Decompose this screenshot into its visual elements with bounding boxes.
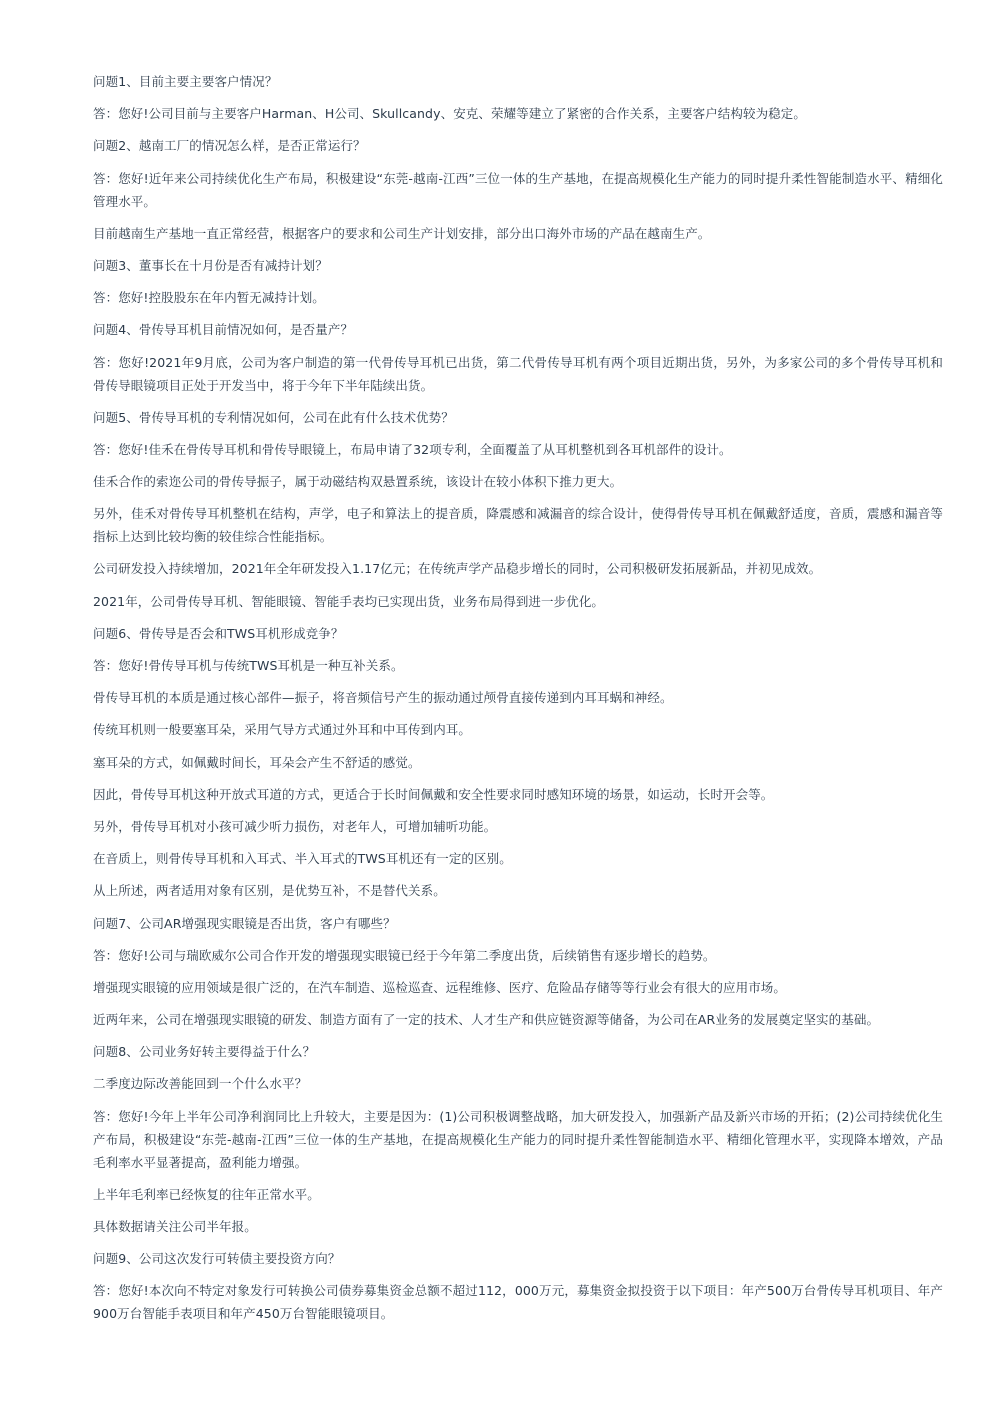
answer-2-part-2: 目前越南生产基地一直正常经营，根据客户的要求和公司生产计划安排，部分出口海外市场的产品在越南生产。	[93, 225, 711, 241]
answer-6-part-7: 在音质上，则骨传导耳机和入耳式、半入耳式的TWS耳机还有一定的区别。	[93, 851, 512, 867]
answer-6-part-3: 传统耳机则一般要塞耳朵，采用气导方式通过外耳和中耳传到内耳。	[93, 722, 472, 738]
answer-9: 答：您好!本次向不特定对象发行可转换公司债券募集资金总额不超过112，000万元，募集资金拟投资于以下项目：年产500万台骨传导耳机项目、年产900万台智能手表项目和年产450万台智能眼镜项目。	[93, 1283, 943, 1322]
answer-5-part-4: 公司研发投入持续增加，2021年全年研发投入1.17亿元；在传统声学产品稳步增长的同时，公司积极研发拓展新品，并初见成效。	[93, 561, 822, 577]
answer-6-part-2: 骨传导耳机的本质是通过核心部件—振子，将音频信号产生的振动通过颅骨直接传递到内耳耳蜗和神经。	[93, 690, 673, 706]
question-9: 问题9、公司这次发行可转债主要投资方向？	[93, 1251, 341, 1267]
question-8-part-2: 二季度边际改善能回到一个什么水平？	[93, 1076, 308, 1092]
document-body	[93, 70, 943, 1335]
question-4: 问题4、骨传导耳机目前情况如何，是否量产？	[93, 322, 354, 338]
question-8: 问题8、公司业务好转主要得益于什么？	[93, 1044, 316, 1060]
question-7: 问题7、公司AR增强现实眼镜是否出货，客户有哪些？	[93, 915, 396, 931]
answer-2-part-1: 答：您好!近年来公司持续优化生产布局，积极建设“东莞-越南-江西”三位一体的生产基地，在提高规模化生产能力的同时提升柔性智能制造水平、精细化管理水平。	[93, 170, 943, 209]
answer-6-part-8: 从上所述，两者适用对象有区别，是优势互补，不是替代关系。	[93, 883, 446, 899]
answer-8-part-3: 具体数据请关注公司半年报。	[93, 1219, 257, 1234]
question-5: 问题5、骨传导耳机的专利情况如何，公司在此有什么技术优势？	[93, 409, 454, 425]
answer-8-part-1: 答：您好!今年上半年公司净利润同比上升较大，主要是因为：(1)公司积极调整战略，加大研发投入，加强新产品及新兴市场的开拓；(2)公司持续优化生产布局，积极建设“东莞-越南-江西”三位一体的生产基地，在提高规模化生产能力的同时提升柔性智能制造水平、精细化管理水平，实现降本增效，产品毛利率水平显著提高，盈利能力增强。	[93, 1108, 943, 1170]
answer-7-part-3: 近两年来，公司在增强现实眼镜的研发、制造方面有了一定的技术、人才生产和供应链资源等储备，为公司在AR业务的发展奠定坚实的基础。	[93, 1012, 880, 1028]
answer-3: 答：您好!控股股东在年内暂无减持计划。	[93, 290, 325, 306]
answer-5-part-2: 佳禾合作的索迩公司的骨传导振子，属于动磁结构双悬置系统，该设计在较小体积下推力更大。	[93, 474, 623, 490]
answer-5-part-1: 答：您好!佳禾在骨传导耳机和骨传导眼镜上，布局申请了32项专利，全面覆盖了从耳机整机到各耳机部件的设计。	[93, 441, 732, 457]
question-1: 问题1、目前主要主要客户情况？	[93, 74, 278, 89]
answer-1: 答：您好!公司目前与主要客户Harman、H公司、Skullcandy、安克、荣耀等建立了紧密的合作关系，主要客户结构较为稳定。	[93, 106, 806, 122]
answer-6-part-5: 因此，骨传导耳机这种开放式耳道的方式，更适合于长时间佩戴和安全性要求同时感知环境的场景，如运动，长时开会等。	[93, 786, 774, 802]
question-3: 问题3、董事长在十月份是否有减持计划？	[93, 257, 328, 273]
answer-7-part-2: 增强现实眼镜的应用领域是很广泛的，在汽车制造、巡检巡查、远程维修、医疗、危险品存储等等行业会有很大的应用市场。	[93, 979, 787, 995]
answer-7-part-1: 答：您好!公司与瑞欧威尔公司合作开发的增强现实眼镜已经于今年第二季度出货，后续销售有逐步增长的趋势。	[93, 947, 716, 963]
answer-5-part-5: 2021年，公司骨传导耳机、智能眼镜、智能手表均已实现出货，业务布局得到进一步优化。	[93, 593, 605, 609]
question-6: 问题6、骨传导是否会和TWS耳机形成竞争？	[93, 625, 344, 641]
answer-4: 答：您好!2021年9月底，公司为客户制造的第一代骨传导耳机已出货，第二代骨传导耳机有两个项目近期出货，另外，为多家公司的多个骨传导耳机和骨传导眼镜项目正处于开发当中，将于今年下半年陆续出货。	[93, 354, 943, 393]
answer-6-part-6: 另外，骨传导耳机对小孩可减少听力损伤，对老年人，可增加辅听功能。	[93, 818, 497, 834]
answer-8-part-2: 上半年毛利率已经恢复的往年正常水平。	[93, 1186, 320, 1202]
answer-6-part-1: 答：您好!骨传导耳机与传统TWS耳机是一种互补关系。	[93, 658, 404, 673]
question-2: 问题2、越南工厂的情况怎么样，是否正常运行？	[93, 138, 366, 154]
answer-5-part-3: 另外，佳禾对骨传导耳机整机在结构，声学，电子和算法上的提音质，降震感和减漏音的综合设计，使得骨传导耳机在佩戴舒适度，音质，震感和漏音等指标上达到比较均衡的较佳综合性能指标。	[93, 506, 943, 545]
answer-6-part-4: 塞耳朵的方式，如佩戴时间长，耳朵会产生不舒适的感觉。	[93, 754, 421, 770]
